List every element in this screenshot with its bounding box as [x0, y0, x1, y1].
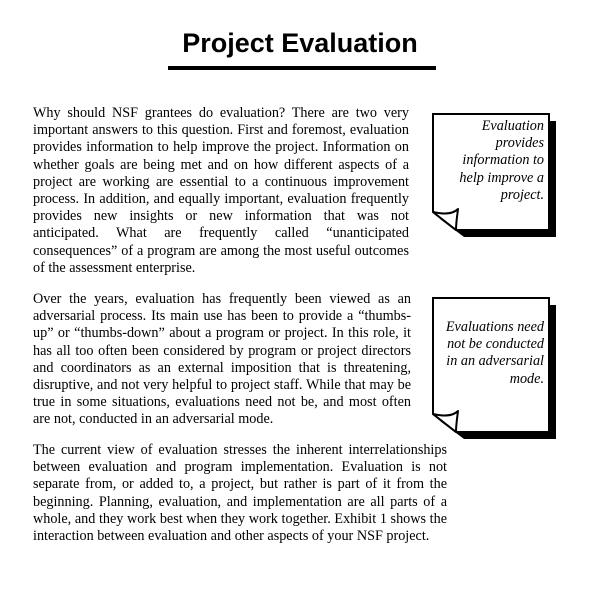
title-underline: [168, 66, 436, 70]
callout-note-adversarial: [432, 297, 562, 447]
paragraph-why-evaluate: Why should NSF grantees do evaluation? There are two very important answers to this question. First and foremost, evaluation provides information to help improve the project. Information on whether goals are being met and on how different aspects of a project are working are essential to a continuous improvement process. In addition, and equally important, evaluation frequently provides new insights or new information that was not anticipated. What are frequently called “unanticipated consequences” of a program are among the most useful outcomes of the assessment enterprise.: [33, 105, 409, 276]
callout-note-improve: [432, 113, 562, 245]
page-title: Project Evaluation: [182, 28, 418, 58]
callout-text: Evaluation provides information to help improve a project.: [459, 118, 544, 203]
callout-text: Evaluations need not be conducted in an adversarial mode.: [445, 319, 544, 387]
paragraph-current-view: The current view of evaluation stresses the inherent interrelationships between evaluation and program implementation. Evaluation is not separate from, or added to, a project, but rather is part of it from the beginning. Planning, evaluation, and implementation are all parts of a whole, and they work best when they work together. Exhibit 1 shows the interaction between evaluation and other aspects of your NSF project.: [33, 442, 447, 545]
paragraph-adversarial-view: Over the years, evaluation has frequently been viewed as an adversarial process. Its main use has been to provide a “thumbs-up” or “thumbs-down” about a program or project. In this role, it has all too often been considered by program or project directors and coordinators as an external imposition that is threatening, disruptive, and not very helpful to project staff. While that may be true in some situations, evaluations need not be, and most often are not, conducted in an adversarial mode.: [33, 291, 411, 428]
